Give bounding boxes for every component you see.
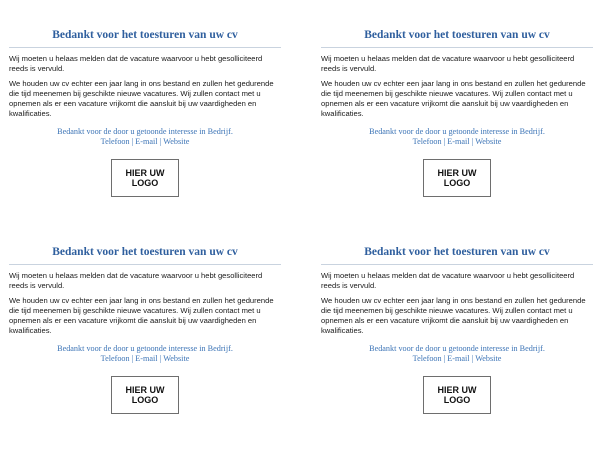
paragraph-position-filled: Wij moeten u helaas melden dat de vacature waarvoor u hebt gesolliciteerd reeds is vervuld. bbox=[9, 54, 263, 73]
contact-line bbox=[9, 354, 281, 364]
card-title: Bedankt voor het toesturen van uw cv bbox=[364, 29, 550, 41]
thanks-line: Bedankt voor de door u getoonde interesse in Bedrijf. bbox=[57, 127, 233, 136]
phone-link[interactable]: Telefoon bbox=[100, 137, 130, 146]
divider bbox=[9, 47, 281, 48]
paragraph-position-filled: Wij moeten u helaas melden dat de vacature waarvoor u hebt gesolliciteerd reeds is vervuld. bbox=[9, 271, 263, 290]
separator: | bbox=[443, 137, 446, 146]
card-title: Bedankt voor het toesturen van uw cv bbox=[52, 29, 238, 41]
logo-text-line1: HIER UW bbox=[125, 168, 165, 178]
phone-link[interactable]: Telefoon bbox=[100, 354, 130, 363]
phone-link[interactable]: Telefoon bbox=[412, 137, 442, 146]
logo-text-line2: LOGO bbox=[131, 178, 159, 188]
email-link[interactable]: E-mail bbox=[447, 354, 470, 363]
paragraph-cv-kept: We houden uw cv echter een jaar lang in ons bestand en zullen het gedurende die tijd meenemen bij geschikte nieuwe vacatures. Wij zullen contact met u opnemen als er een vacature vrijkomt die aansluit bij uw vaardigheden en kwalificaties. bbox=[9, 79, 274, 118]
rejection-card bbox=[321, 245, 593, 445]
rejection-card bbox=[9, 28, 281, 228]
logo-placeholder bbox=[423, 159, 491, 197]
separator: | bbox=[159, 137, 162, 146]
paragraph-cv-kept: We houden uw cv echter een jaar lang in ons bestand en zullen het gedurende die tijd meenemen bij geschikte nieuwe vacatures. Wij zullen contact met u opnemen als er een vacature vrijkomt die aansluit bij uw vaardigheden en kwalificaties. bbox=[321, 296, 586, 335]
separator: | bbox=[131, 354, 134, 363]
divider bbox=[321, 264, 593, 265]
paragraph-position-filled: Wij moeten u helaas melden dat de vacature waarvoor u hebt gesolliciteerd reeds is vervuld. bbox=[321, 271, 575, 290]
separator: | bbox=[131, 137, 134, 146]
thanks-line: Bedankt voor de door u getoonde interesse in Bedrijf. bbox=[57, 344, 233, 353]
logo-placeholder bbox=[423, 376, 491, 414]
thanks-line: Bedankt voor de door u getoonde interesse in Bedrijf. bbox=[369, 127, 545, 136]
email-link[interactable]: E-mail bbox=[135, 354, 158, 363]
logo-text-line2: LOGO bbox=[443, 178, 471, 188]
contact-line bbox=[9, 137, 281, 147]
website-link[interactable]: Website bbox=[475, 354, 502, 363]
logo-text-line2: LOGO bbox=[443, 395, 471, 405]
card-title: Bedankt voor het toesturen van uw cv bbox=[52, 246, 238, 258]
paragraph-cv-kept: We houden uw cv echter een jaar lang in ons bestand en zullen het gedurende die tijd meenemen bij geschikte nieuwe vacatures. Wij zullen contact met u opnemen als er een vacature vrijkomt die aansluit bij uw vaardigheden en kwalificaties. bbox=[321, 79, 586, 118]
website-link[interactable]: Website bbox=[475, 137, 502, 146]
logo-text-line1: HIER UW bbox=[437, 385, 477, 395]
logo-text-line1: HIER UW bbox=[437, 168, 477, 178]
separator: | bbox=[471, 137, 474, 146]
rejection-card bbox=[9, 245, 281, 445]
separator: | bbox=[443, 354, 446, 363]
thanks-line: Bedankt voor de door u getoonde interesse in Bedrijf. bbox=[369, 344, 545, 353]
logo-text-line2: LOGO bbox=[131, 395, 159, 405]
logo-placeholder bbox=[111, 159, 179, 197]
phone-link[interactable]: Telefoon bbox=[412, 354, 442, 363]
email-link[interactable]: E-mail bbox=[447, 137, 470, 146]
logo-placeholder bbox=[111, 376, 179, 414]
divider bbox=[9, 264, 281, 265]
paragraph-position-filled: Wij moeten u helaas melden dat de vacature waarvoor u hebt gesolliciteerd reeds is vervuld. bbox=[321, 54, 575, 73]
email-link[interactable]: E-mail bbox=[135, 137, 158, 146]
rejection-card bbox=[321, 28, 593, 228]
separator: | bbox=[471, 354, 474, 363]
logo-text-line1: HIER UW bbox=[125, 385, 165, 395]
separator: | bbox=[159, 354, 162, 363]
contact-line bbox=[321, 354, 593, 364]
divider bbox=[321, 47, 593, 48]
paragraph-cv-kept: We houden uw cv echter een jaar lang in ons bestand en zullen het gedurende die tijd meenemen bij geschikte nieuwe vacatures. Wij zullen contact met u opnemen als er een vacature vrijkomt die aansluit bij uw vaardigheden en kwalificaties. bbox=[9, 296, 274, 335]
card-title: Bedankt voor het toesturen van uw cv bbox=[364, 246, 550, 258]
website-link[interactable]: Website bbox=[163, 354, 190, 363]
website-link[interactable]: Website bbox=[163, 137, 190, 146]
contact-line bbox=[321, 137, 593, 147]
